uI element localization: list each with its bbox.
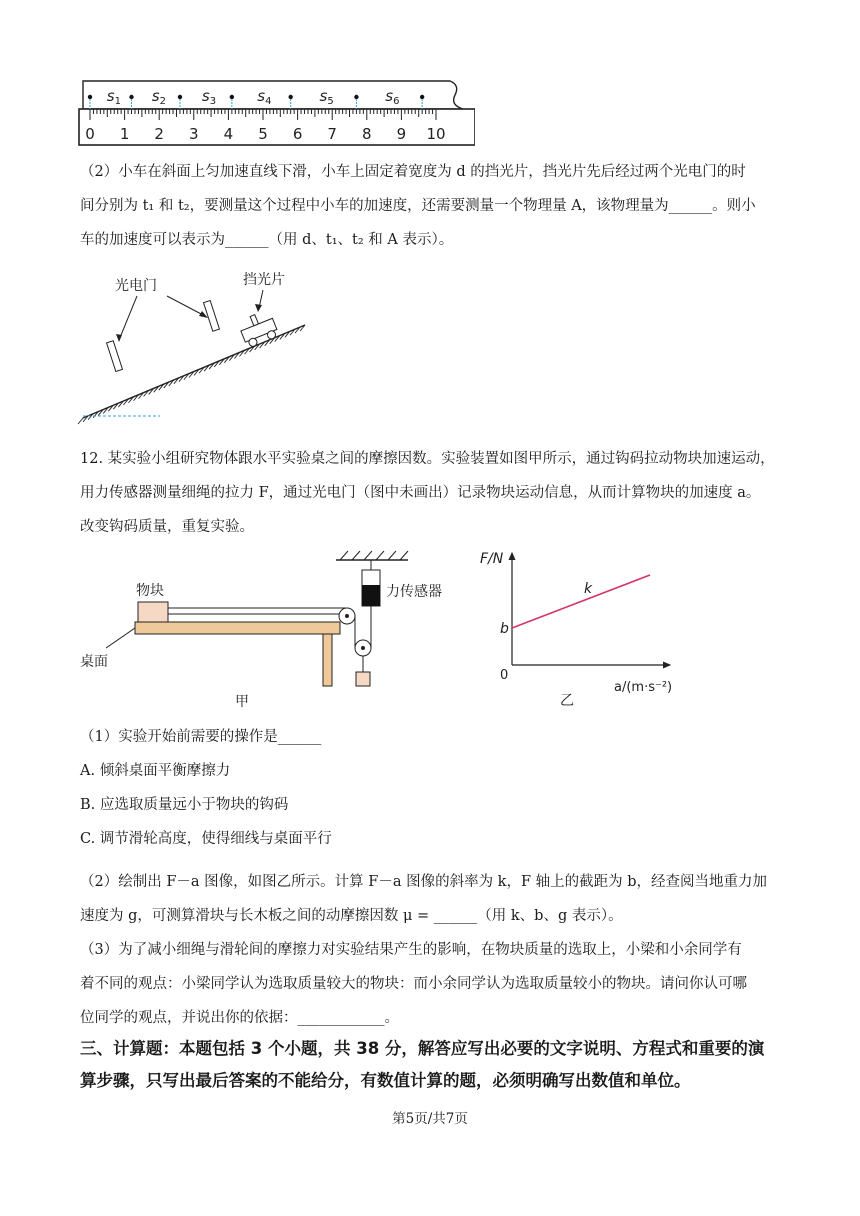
q12-sub3-line3: 位同学的观点，并说出你的依据：____________。	[80, 1010, 399, 1026]
cart	[237, 309, 279, 349]
q12-sub2-line1: （2）绘制出 F－a 图像，如图乙所示。计算 F－a 图像的斜率为 k，F 轴上的截距为 b，经查阅当地重力加	[80, 874, 768, 890]
ruler-tick-label: 0	[85, 125, 95, 143]
gate-label: 光电门	[115, 278, 157, 294]
f-a-graph	[480, 545, 680, 725]
block-label: 物块	[136, 583, 164, 599]
q12-line3: 改变钩码质量，重复实验。	[80, 519, 254, 535]
ruler-tick-label: 9	[396, 125, 407, 143]
apparatus-figure	[78, 548, 468, 718]
q11-2-line1: （2）小车在斜面上匀加速直线下滑，小车上固定着宽度为 d 的挡光片，挡光片先后经过两个光电门的时	[80, 164, 746, 180]
ruler-tick-label: 1	[119, 125, 130, 143]
q12-sub2-line2: 速度为 g，可测算滑块与长木板之间的动摩擦因数 μ = ______（用 k、b、g 表示）。	[80, 908, 623, 924]
q11-2-line3: 车的加速度可以表示为______（用 d、t₁、t₂ 和 A 表示）。	[80, 232, 454, 248]
ruler-tick-label: 4	[223, 125, 234, 143]
segment-label: $s_3$	[201, 87, 217, 107]
sensor-label: 力传感器	[386, 584, 442, 600]
ruler-tick-label: 8	[362, 125, 372, 143]
q12-line2: 用力传感器测量细绳的拉力 F，通过光电门（图中未画出）记录物块运动信息，从而计算物块的加速度 a。	[80, 485, 761, 501]
ruler-tick-label: 5	[258, 125, 268, 143]
segment-label: $s_2$	[151, 87, 166, 107]
tape-dot	[88, 95, 92, 99]
shutter-label: 挡光片	[243, 272, 285, 288]
segment-label: $s_6$	[385, 87, 400, 107]
block	[138, 602, 168, 622]
page-footer: 第5页/共7页	[392, 1111, 468, 1127]
ruler-tick-label: 3	[189, 125, 199, 143]
q12-sub3-line1: （3）为了减小细绳与滑轮间的摩擦力对实验结果产生的影响，在物块质量的选取上，小梁和小余同学有	[80, 942, 742, 958]
tape-dot	[129, 95, 133, 99]
q12-sub1: （1）实验开始前需要的操作是______	[80, 729, 322, 745]
tape-dot	[178, 95, 182, 99]
q12-optB: B. 应选取质量远小于物块的钩码	[80, 797, 289, 813]
origin-label: 0	[500, 668, 509, 683]
q12-optC: C. 调节滑轮高度，使得细线与桌面平行	[80, 831, 332, 847]
f-a-line	[512, 575, 650, 628]
ruler-tick-label: 10	[426, 125, 446, 143]
x-axis-label: a/(m·s⁻²)	[614, 680, 673, 695]
hook-weight	[356, 672, 370, 686]
tape-dot	[354, 95, 358, 99]
ruler-tick-label: 2	[154, 125, 164, 143]
segment-label: $s_5$	[319, 87, 334, 107]
segment-label: $s_4$	[257, 87, 272, 107]
table-label: 桌面	[80, 654, 108, 670]
q12-sub3-line2: 着不同的观点：小梁同学认为选取质量较大的物块：而小余同学认为选取质量较小的物块。请问你认可哪	[80, 976, 747, 992]
incline-figure	[75, 268, 315, 428]
tape-dot	[230, 95, 234, 99]
caption-yi: 乙	[560, 693, 574, 709]
ruler-tick-label: 6	[292, 125, 303, 143]
table-top	[135, 622, 340, 634]
section3-line1: 三、计算题：本题包括 3 个小题，共 38 分，解答应写出必要的文字说明、方程式和重要的演	[80, 1039, 765, 1058]
tape-dot	[420, 95, 424, 99]
intercept-label: b	[500, 621, 509, 637]
y-axis-label: F/N	[480, 551, 504, 567]
q11-2-line2: 间分别为 t₁ 和 t₂，要测量这个过程中小车的加速度，还需要测量一个物理量 A，该物理量为______。则小	[80, 198, 756, 214]
q12-optA: A. 倾斜桌面平衡摩擦力	[80, 763, 231, 779]
tape-dot	[288, 95, 292, 99]
section3-line2: 算步骤，只写出最后答案的不能给分，有数值计算的题，必须明确写出数值和单位。	[80, 1071, 691, 1090]
photogate-1	[107, 341, 123, 372]
ruler-figure	[75, 75, 475, 150]
q12-line1: 12. 某实验小组研究物体跟水平实验桌之间的摩擦因数。实验装置如图甲所示，通过钩码拉动物块加速运动，	[80, 451, 775, 467]
caption-jia: 甲	[235, 694, 249, 710]
ruler-tick-label: 7	[327, 125, 337, 143]
slope-label: k	[584, 581, 593, 597]
segment-label: $s_1$	[106, 87, 121, 107]
